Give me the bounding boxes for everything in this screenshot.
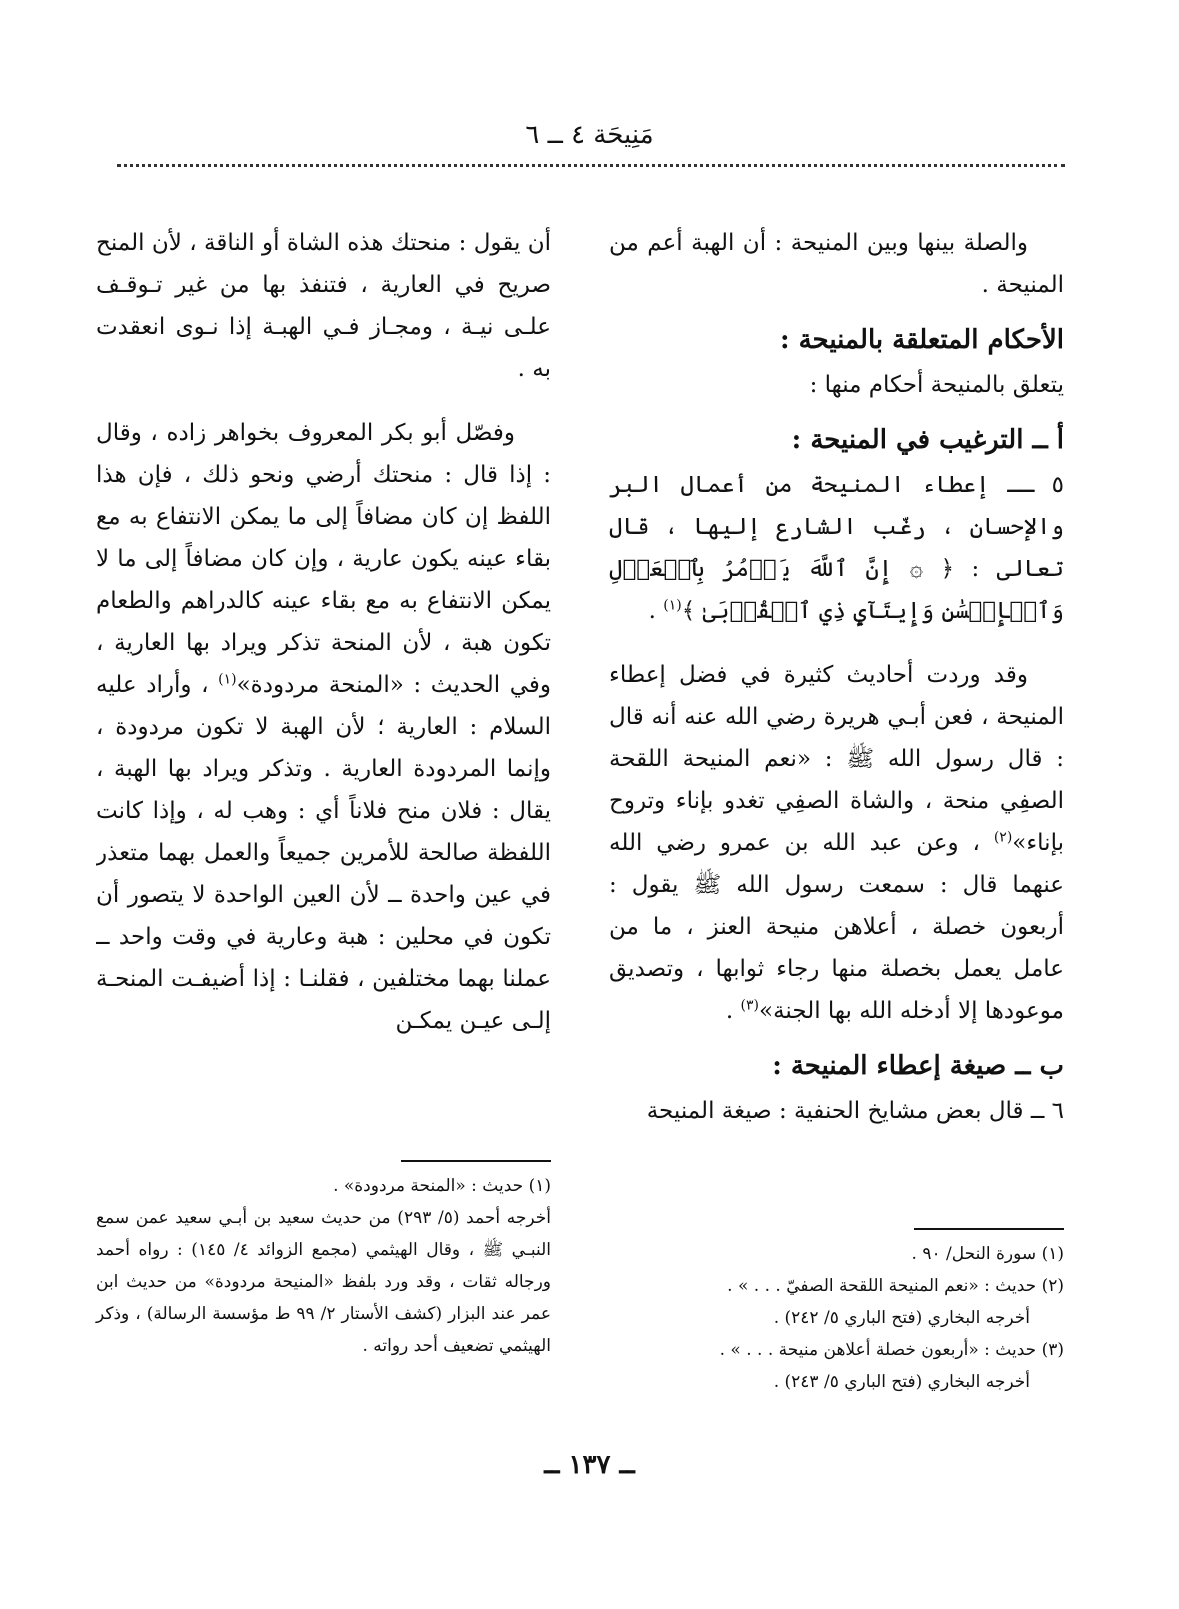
header-dotted-rule <box>117 164 1065 167</box>
footnote-rule <box>401 1160 551 1162</box>
rulings-heading: الأحكام المتعلقة بالمنيحة : <box>779 325 1064 355</box>
running-header: مَنِيحَة ٤ ــ ٦ <box>525 120 654 150</box>
rulings-intro: يتعلق بالمنيحة أحكام منها : <box>809 372 1064 398</box>
footnote-source: أخرجه أحمد (٥/ ٢٩٣) من حديث سعيد بن أبـي سعيد عمن سمع النبـي ﷺ ، وقال الهيثمي (مجمع الزوائد ٤/ ١٤٥) : رواه أحمد ورجاله ثقات ، وقد ورد بلفظ «المنيحة مردودة» من حديث ابن عمر عند البزار (كشف الأستار ٢/ ٩٩ ط مؤسسة الرسالة) ، وذكر الهيثمي تضعيف أحد رواته . <box>96 1208 551 1356</box>
footnote-rule <box>914 1228 1064 1230</box>
footnote-item: (٢) حديث : «نعم المنيحة اللقحة الصفيّ . . . » . <box>727 1276 1064 1296</box>
page-number: ــ ١٣٧ ــ <box>544 1450 635 1480</box>
encouragement-heading: أ ــ الترغيب في المنيحة : <box>791 425 1064 455</box>
footnote-item: (٣) حديث : «أربعون خصلة أعلاهن منيحة . . . » . <box>719 1340 1064 1360</box>
hadith-paragraph: وقد وردت أحاديث كثيرة في فضل إعطاء المنيحة ، فعن أبـي هريرة رضي الله عنه أنه قال : قال رسول الله ﷺ : «نعم المنيحة اللقحة الصفِي منحة ، والشاة الصفِي تغدو بإناء وتروح بإناء»$^{(٢)}$ ، وعن عبد الله بن عمرو رضي الله عنهما قال : سمعت رسول الله ﷺ يقول : أربعون خصلة ، أعلاهن منيحة العنز ، ما من عامل يعمل بخصلة منها رجاء ثوابها ، وتصديق موعودها إلا أدخله الله بها الجنة»$^{(٣)}$ . <box>609 662 1064 1024</box>
paragraph-6: ٦ ــ قال بعض مشايخ الحنفية : صيغة المنيحة <box>646 1098 1064 1124</box>
footnote-ref-2: (٢) <box>993 829 1013 846</box>
footnote-source: أخرجه البخاري (فتح الباري ٥/ ٢٤٣) . <box>773 1372 1030 1392</box>
footnote-ref-1: (١) <box>663 597 682 614</box>
paragraph-5: ٥ ــ إعطاء المنيحة من أعمال البر والإحسان ، رغّب الشارع إليها ، قال تعالى : ﴿ ۞ إِنَّ ٱللَّهَ يَأۡمُرُ بِٱلۡعَدۡلِ وَٱلۡإِحۡسَٰنِ وَإِيتَآيِٕ ذِي ٱلۡقُرۡبَىٰ ﴾$^{(١)}$ . <box>609 472 1064 624</box>
relation-paragraph: والصلة بينها وبين المنيحة : أن الهبة أعم من المنيحة . <box>609 230 1064 298</box>
formula-heading: ب ــ صيغة إعطاء المنيحة : <box>772 1051 1064 1081</box>
left-column <box>96 222 551 1042</box>
footnote-source: أخرجه البخاري (فتح الباري ٥/ ٢٤٢) . <box>773 1308 1030 1328</box>
footnotes-left <box>96 1160 551 1362</box>
footnote-item: (١) حديث : «المنحة مردودة» . <box>333 1176 551 1196</box>
footnote-ref-left-1: (١) <box>218 671 237 688</box>
footnote-item: (١) سورة النحل/ ٩٠ . <box>911 1244 1064 1264</box>
khawahir-zadeh-paragraph: وفصّل أبو بكر المعروف بخواهر زاده ، وقال : إذا قال : منحتك أرضي ونحو ذلك ، فإن هذا اللفظ إن كان مضافاً إلى ما يمكن الانتفاع به مع بقاء عينه يكون عارية ، وإن كان مضافاً إلى ما لا يمكن الانتفاع به مع بقاء عينه كالدراهم والطعام تكون هبة ، لأن المنحة تذكر ويراد بها العارية ، وفي الحديث : «المنحة مردودة»$^{(١)}$ ، وأراد عليه السلام : العارية ؛ لأن الهبة لا تكون مردودة ، وإنما المردودة العارية . وتذكر ويراد بها الهبة ، يقال : فلان منح فلاناً أي : وهب له ، وإذا كانت اللفظة صالحة للأمرين جميعاً والعمل بهما متعذر في عين واحدة ــ لأن العين الواحدة لا يتصور أن تكون في محلين : هبة وعارية في وقت واحد ــ عملنا بهما مختلفين ، فقلنـا : إذا أضيفـت المنحـة إلـى عيـن يمكـن <box>96 420 551 1034</box>
right-column <box>609 222 1064 1132</box>
continuation-paragraph: أن يقول : منحتك هذه الشاة أو الناقة ، لأن المنح صريح في العارية ، فتنفذ بها من غير تـوقـف علـى نيـة ، ومجـاز فـي الهبـة إذا نـوى انعقدت به . <box>96 230 551 382</box>
footnote-ref-3: (٣) <box>740 997 759 1014</box>
footnotes-right <box>609 1228 1064 1398</box>
